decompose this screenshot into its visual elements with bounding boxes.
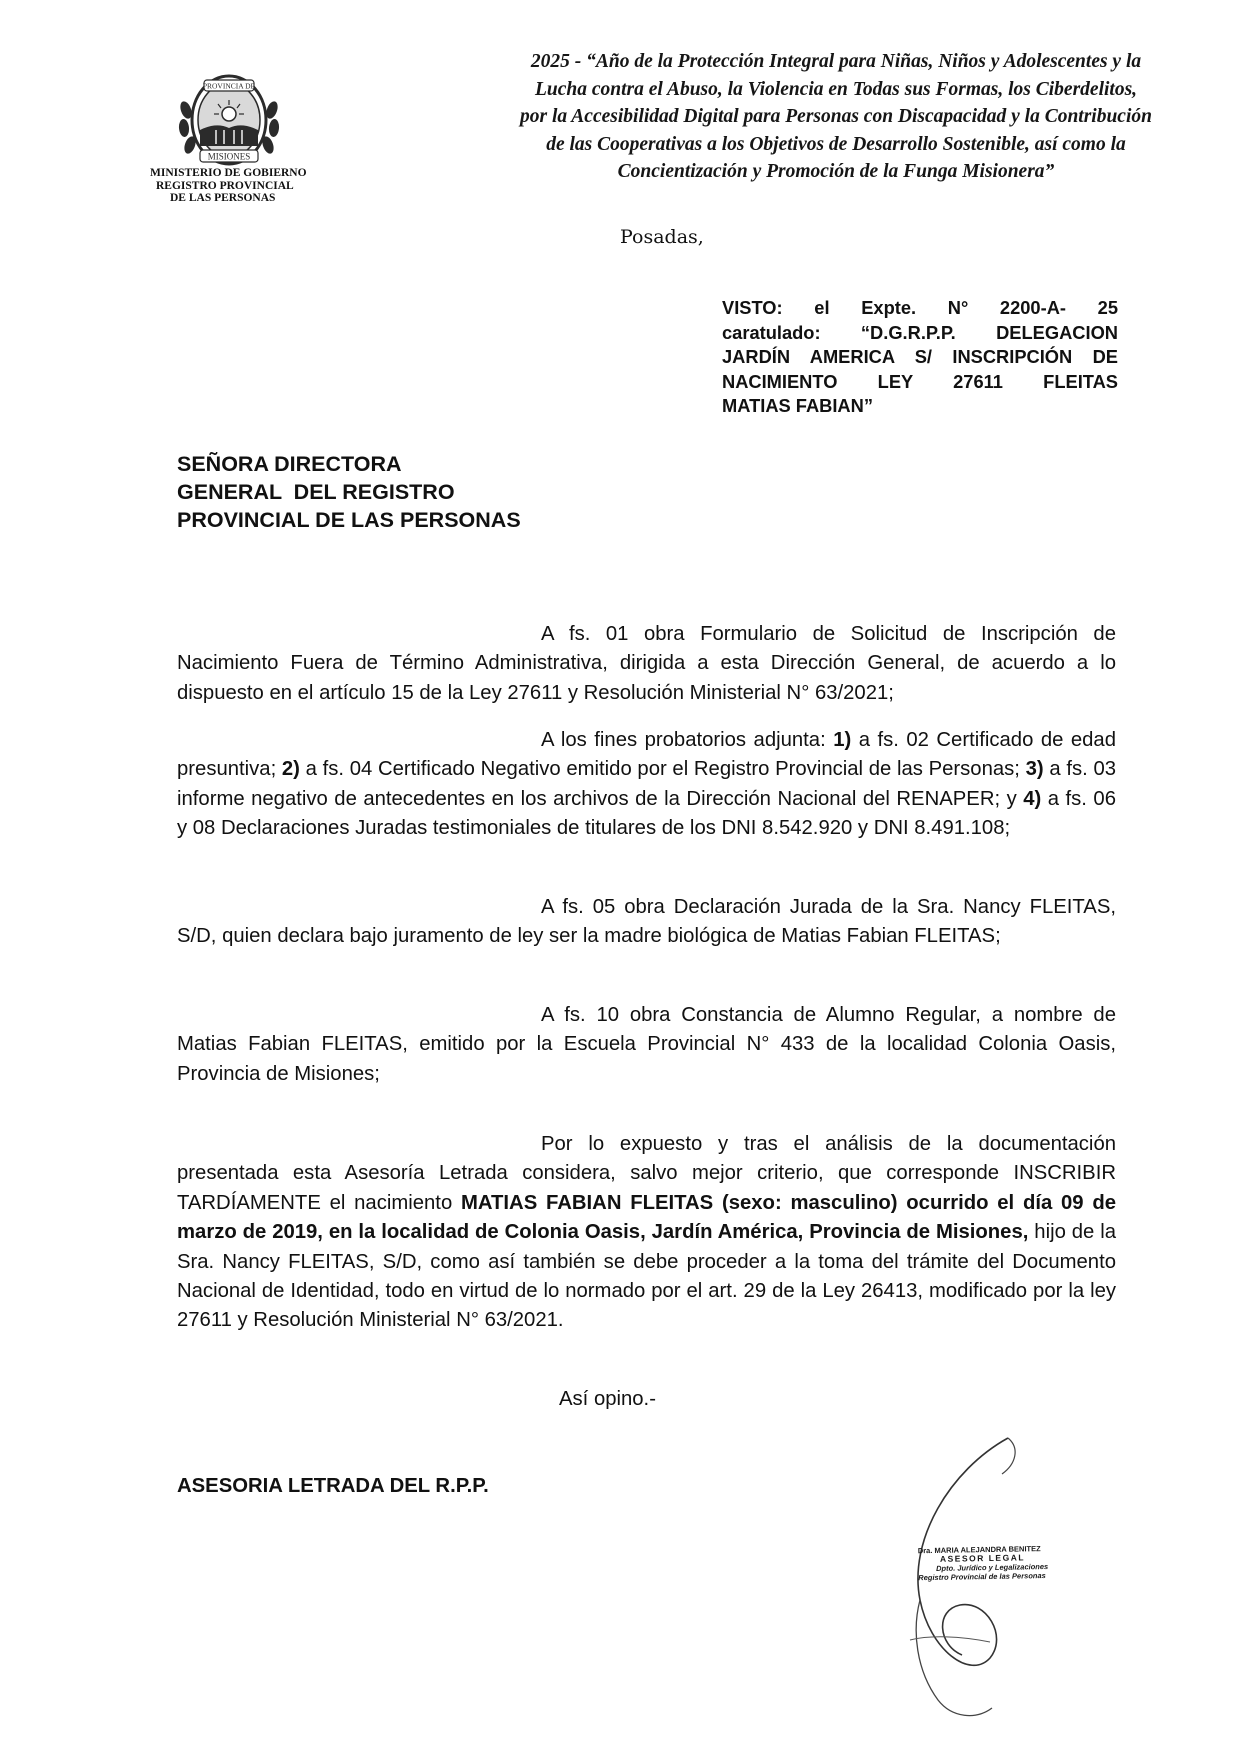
addressee-block <box>177 450 521 534</box>
text-run: hijo de la Sra. Nancy FLEITAS, S/D, como así también se debe proceder a la toma del trámite del Documento Nacional de Identidad, todo en virtud de lo normado por el art. 29 de la Ley 26413, modificado por la ley 27611 y Resolución Ministerial N° 63/2021. <box>177 1221 1116 1332</box>
signer-office: ASESORIA LETRADA DEL R.P.P. <box>177 1475 489 1497</box>
bold-run: MATIAS FABIAN FLEITAS (sexo: masculino) ocurrido el día 09 de marzo de 2019, en la localidad de Colonia Oasis, Jardín América, Provincia de Misiones, <box>177 1191 1116 1244</box>
stamp-line: Dpto. Jurídico y Legalizaciones <box>936 1561 1049 1573</box>
visto-block <box>722 296 1118 419</box>
ministry-line: DE LAS PERSONAS <box>170 192 276 204</box>
visto-line: JARDÍN AMERICA S/ INSCRIPCIÓN DE <box>722 346 1118 367</box>
visto-line: MATIAS FABIAN” <box>722 395 873 416</box>
text-run: A los fines probatorios adjunta: <box>541 729 834 751</box>
stamp-line: ASESOR LEGAL <box>939 1552 1026 1564</box>
addressee-line: SEÑORA DIRECTORA <box>177 452 402 476</box>
paragraph-form-request: A fs. 01 obra Formulario de Solicitud de Inscripción de Nacimiento Fuera de Término Administrativa, dirigida a esta Dirección General, de acuerdo a lo dispuesto en el artículo 15 de la Ley 27611 y Resolución Ministerial N° 63/2021; <box>177 623 1116 704</box>
paragraph-sworn-statement: A fs. 05 obra Declaración Jurada de la Sra. Nancy FLEITAS, S/D, quien declara bajo juramento de ley ser la madre biológica de Matias Fabian FLEITAS; <box>177 896 1116 948</box>
paragraph-school-record: A fs. 10 obra Constancia de Alumno Regular, a nombre de Matias Fabian FLEITAS, emitido por la Escuela Provincial N° 433 de la localidad Colonia Oasis, Provincia de Misiones; <box>177 1004 1116 1085</box>
stamp-line: Dra. MARIA ALEJANDRA BENITEZ <box>917 1544 1041 1556</box>
visto-line: caratulado: “D.G.R.P.P. DELEGACION <box>722 321 1118 343</box>
ministry-line: REGISTRO PROVINCIAL <box>156 179 294 192</box>
text-run: a fs. 04 Certificado Negativo emitido por el Registro Provincial de las Personas; <box>299 758 1026 781</box>
bold-run: 2) <box>281 758 300 781</box>
closing-phrase: Así opino.- <box>559 1388 656 1410</box>
text-run: a fs. 02 Certificado de edad presuntiva; <box>177 729 1116 781</box>
bold-run: 1) <box>833 729 852 751</box>
text-run: a fs. 06 y 08 Declaraciones Juradas testimoniales de titulares de los DNI 8.542.920 y DNI 8.491.108; <box>177 787 1116 840</box>
legal-stamp <box>918 1544 1064 1583</box>
bold-run: 3) <box>1025 758 1044 781</box>
place-date: Posadas, <box>620 226 704 248</box>
addressee-line: GENERAL DEL REGISTRO <box>177 480 455 504</box>
year-motto <box>478 48 1194 186</box>
seal-bottom-text: MISIONES <box>207 151 251 162</box>
stamp-line: Registro Provincial de las Personas <box>918 1571 1046 1583</box>
motto-line: por la Accesibilidad Digital para Personas con Discapacidad y la Contribución <box>520 106 1152 127</box>
motto-line: Concientización y Promoción de la Funga Misionera” <box>617 161 1055 182</box>
text-run: a fs. 03 informe negativo de antecedentes en los archivos de la Dirección Nacional del RENAPER; y <box>177 758 1117 810</box>
ministry-line: MINISTERIO DE GOBIERNO <box>150 167 307 179</box>
seal-top-text: PROVINCIA DE <box>202 81 256 91</box>
visto-line: VISTO: el Expte. N° 2200-A- 25 <box>722 297 1118 318</box>
motto-line: de las Cooperativas a los Objetivos de Desarrollo Sostenible, así como la <box>546 133 1126 155</box>
visto-line: NACIMIENTO LEY 27611 FLEITAS <box>722 370 1118 392</box>
provincia-de-misiones-seal-icon <box>176 70 282 170</box>
paragraph-evidence <box>177 726 1116 844</box>
motto-line: 2025 - “Año de la Protección Integral para Niñas, Niños y Adolescentes y la <box>530 51 1142 72</box>
paragraph-conclusion <box>177 1130 1116 1336</box>
ministry-heading <box>150 167 340 205</box>
text-run: Por lo expuesto y tras el análisis de la documentación presentada esta Asesoría Letrada considera, salvo mejor criterio, que corresponde INSCRIBIR TARDÍAMENTE el nacimiento <box>177 1133 1116 1214</box>
bold-run: 4) <box>1023 787 1042 810</box>
addressee-line: PROVINCIAL DE LAS PERSONAS <box>177 508 521 532</box>
motto-line: Lucha contra el Abuso, la Violencia en Todas sus Formas, los Ciberdelitos, <box>534 78 1138 100</box>
